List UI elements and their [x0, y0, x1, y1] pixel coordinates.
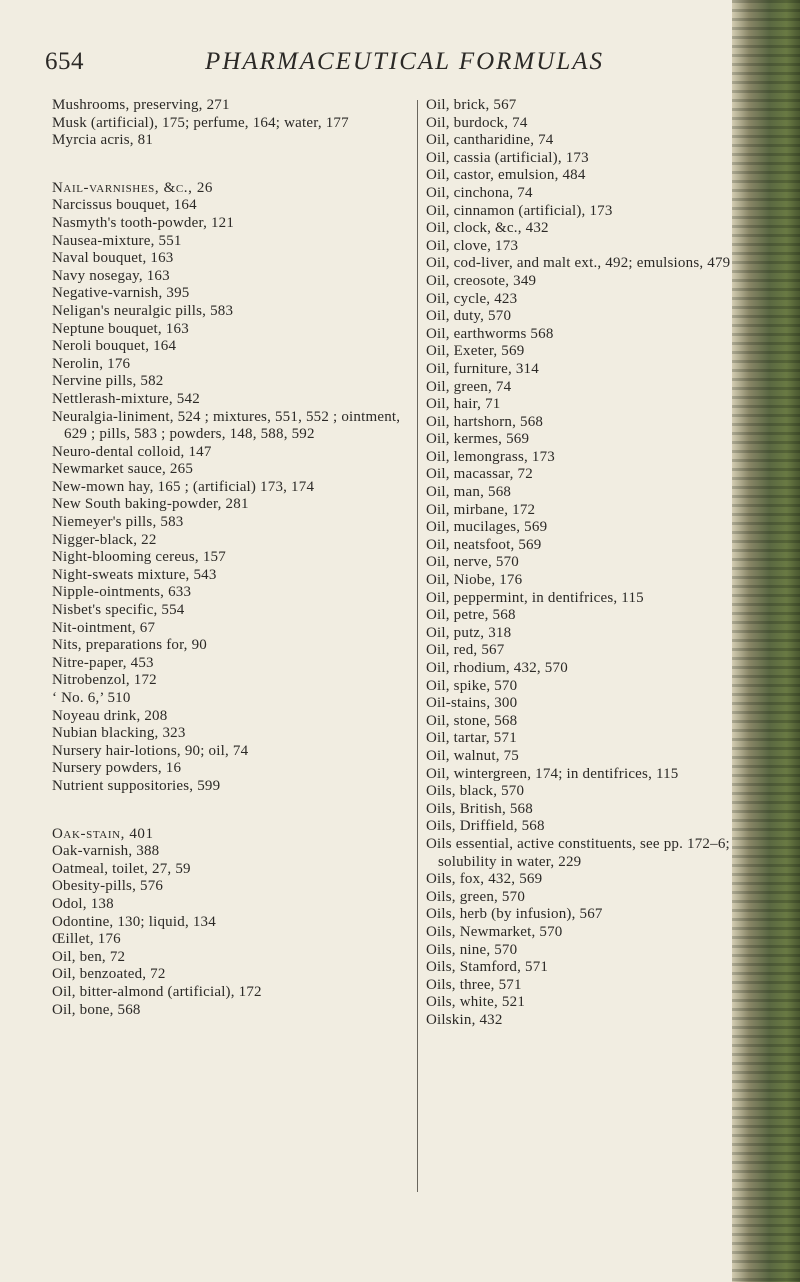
index-entry: Oil, Exeter, 569 [426, 343, 525, 360]
page-edge-texture [732, 0, 800, 1282]
index-entry: Oil, Niobe, 176 [426, 572, 523, 589]
index-entry: Nigger-black, 22 [52, 531, 157, 548]
index-entry: Nit-ointment, 67 [52, 619, 156, 636]
index-entry: Oil, castor, emulsion, 484 [426, 167, 586, 184]
index-entry: Odontine, 130; liquid, 134 [52, 913, 216, 930]
index-entry: Nursery hair-lotions, 90; oil, 74 [52, 742, 249, 759]
index-entry: Oil, lemongrass, 173 [426, 448, 555, 465]
index-entry: Oak-stain, 401 [52, 825, 154, 842]
index-entry: Night-sweats mixture, 543 [52, 566, 217, 583]
index-entry: Oils, green, 570 [426, 888, 526, 905]
index-entry: Oilskin, 432 [426, 1011, 503, 1028]
index-entry: Oil, green, 74 [426, 378, 512, 395]
index-entry: Oils, nine, 570 [426, 941, 518, 958]
index-entry: Oil, ben, 72 [52, 948, 126, 965]
index-entry: New-mown hay, 165 ; (artificial) 173, 174 [52, 478, 315, 495]
index-column-left [52, 97, 412, 1019]
index-entry: Oil, bitter-almond (artificial), 172 [52, 983, 262, 1000]
index-entry: Nitrobenzol, 172 [52, 672, 157, 689]
running-title: PHARMACEUTICAL FORMULAS [205, 48, 604, 75]
index-entry: Nasmyth's tooth-powder, 121 [52, 214, 235, 231]
index-entry: Neuralgia-liniment, 524 ; mixtures, 551, 552 ; ointment, 629 ; pills, 583 ; powders, 148, 588, 592 [52, 408, 401, 443]
index-entry: Night-blooming cereus, 157 [52, 549, 226, 566]
index-entry: Oil, creosote, 349 [426, 272, 537, 289]
index-entry: Oil, spike, 570 [426, 677, 518, 694]
page-header [45, 48, 645, 88]
index-entry: Nipple-ointments, 633 [52, 584, 192, 601]
index-entry: Nits, preparations for, 90 [52, 637, 207, 654]
index-entry: Oil, cycle, 423 [426, 290, 518, 307]
index-entry: Oil, red, 567 [426, 642, 505, 659]
index-entry: Oil, man, 568 [426, 484, 512, 501]
page-number: 654 [45, 48, 84, 75]
index-entry: Oil, furniture, 314 [426, 360, 539, 377]
index-entry: Nervine pills, 582 [52, 373, 164, 390]
index-entry: Musk (artificial), 175; perfume, 164; water, 177 [52, 114, 349, 131]
index-entry: Oils, Driffield, 568 [426, 818, 545, 835]
index-entry: Oil, cinnamon (artificial), 173 [426, 202, 613, 219]
index-entry: Newmarket sauce, 265 [52, 461, 194, 478]
index-entry: Oil, brick, 567 [426, 97, 517, 113]
index-entry: Nettlerash-mixture, 542 [52, 390, 200, 407]
index-entry: Oil, nerve, 570 [426, 554, 519, 571]
index-entry: Mushrooms, preserving, 271 [52, 97, 230, 113]
index-entry: Oil, wintergreen, 174; in dentifrices, 115 [426, 765, 679, 782]
index-entry: Oil, mirbane, 172 [426, 501, 536, 518]
index-entry: Nerolin, 176 [52, 355, 131, 372]
index-entry: Oil, burdock, 74 [426, 114, 528, 131]
index-entry: Naval bouquet, 163 [52, 250, 174, 267]
index-entry: Oil, tartar, 571 [426, 730, 517, 747]
index-entry: Nausea-mixture, 551 [52, 232, 182, 249]
index-entry: Oils, British, 568 [426, 800, 533, 817]
index-entry: Narcissus bouquet, 164 [52, 197, 197, 214]
index-entry: Oils, white, 521 [426, 994, 526, 1011]
index-entry: Oil, rhodium, 432, 570 [426, 660, 568, 676]
index-entry: Myrcia acris, 81 [52, 132, 154, 149]
index-column-right [426, 97, 744, 1029]
index-entry: Oil, walnut, 75 [426, 747, 519, 764]
column-divider [417, 100, 418, 1192]
index-entry: Oil, peppermint, in dentifrices, 115 [426, 589, 644, 606]
index-entry: Neuro-dental colloid, 147 [52, 443, 212, 460]
index-entry: Oil, cinchona, 74 [426, 184, 533, 201]
index-entry: Neligan's neuralgic pills, 583 [52, 302, 234, 319]
index-entry: Oil, cantharidine, 74 [426, 132, 554, 149]
index-entry: Nursery powders, 16 [52, 760, 182, 777]
index-entry: New South baking-powder, 281 [52, 496, 249, 513]
index-entry: Oils, Newmarket, 570 [426, 923, 563, 940]
index-entry: Oil, neatsfoot, 569 [426, 536, 542, 553]
index-entry: Oil, cassia (artificial), 173 [426, 149, 589, 166]
index-entry: Negative-varnish, 395 [52, 285, 190, 302]
index-entry: Oils, black, 570 [426, 783, 525, 800]
index-entry: Oils, herb (by infusion), 567 [426, 906, 603, 923]
index-entry: Niemeyer's pills, 583 [52, 514, 184, 531]
index-entry: ‘ No. 6,’ 510 [52, 690, 131, 706]
index-entry: Oil, bone, 568 [52, 1001, 141, 1018]
index-entry: Neroli bouquet, 164 [52, 338, 177, 355]
index-entry: Oil, hartshorn, 568 [426, 413, 544, 430]
index-entry: Obesity-pills, 576 [52, 878, 164, 895]
index-entry: Oil, stone, 568 [426, 712, 518, 729]
index-entry: Nail-varnishes, &c., 26 [52, 179, 214, 196]
index-entry: Oil-stains, 300 [426, 695, 518, 712]
index-entry: Oils, Stamford, 571 [426, 959, 549, 976]
index-entry: Oil, mucilages, 569 [426, 519, 548, 536]
index-entry: Nutrient suppositories, 599 [52, 777, 221, 794]
section-gap [52, 150, 412, 180]
index-entry: Oil, benzoated, 72 [52, 966, 166, 983]
index-entry: Oil, clock, &c., 432 [426, 220, 549, 237]
index-entry: Oil, macassar, 72 [426, 466, 533, 483]
index-entry: Nubian blacking, 323 [52, 725, 186, 742]
index-entry: Œillet, 176 [52, 931, 121, 948]
index-entry: Nisbet's specific, 554 [52, 602, 185, 619]
index-entry: Noyeau drink, 208 [52, 707, 168, 724]
index-entry: Oil, kermes, 569 [426, 431, 530, 448]
index-entry: Oil, earthworms 568 [426, 325, 554, 342]
section-gap [52, 796, 412, 826]
index-entry: Oak-varnish, 388 [52, 843, 160, 860]
index-entry: Navy nosegay, 163 [52, 267, 170, 284]
index-entry: Oil, cod-liver, and malt ext., 492; emulsions, 479 [426, 255, 731, 272]
index-entry: Nitre-paper, 453 [52, 654, 154, 671]
index-entry: Neptune bouquet, 163 [52, 320, 189, 337]
index-entry: Oils, fox, 432, 569 [426, 871, 543, 888]
index-entry: Oil, petre, 568 [426, 607, 516, 624]
index-entry: Oils, three, 571 [426, 976, 522, 993]
index-entry: Oils essential, active constituents, see pp. 172–6; solubility in water, 229 [426, 835, 730, 870]
index-entry: Oatmeal, toilet, 27, 59 [52, 860, 191, 877]
index-entry: Oil, hair, 71 [426, 396, 501, 413]
index-entry: Oil, clove, 173 [426, 237, 519, 254]
index-entry: Oil, putz, 318 [426, 624, 512, 641]
index-entry: Oil, duty, 570 [426, 308, 512, 325]
index-entry: Odol, 138 [52, 895, 114, 912]
